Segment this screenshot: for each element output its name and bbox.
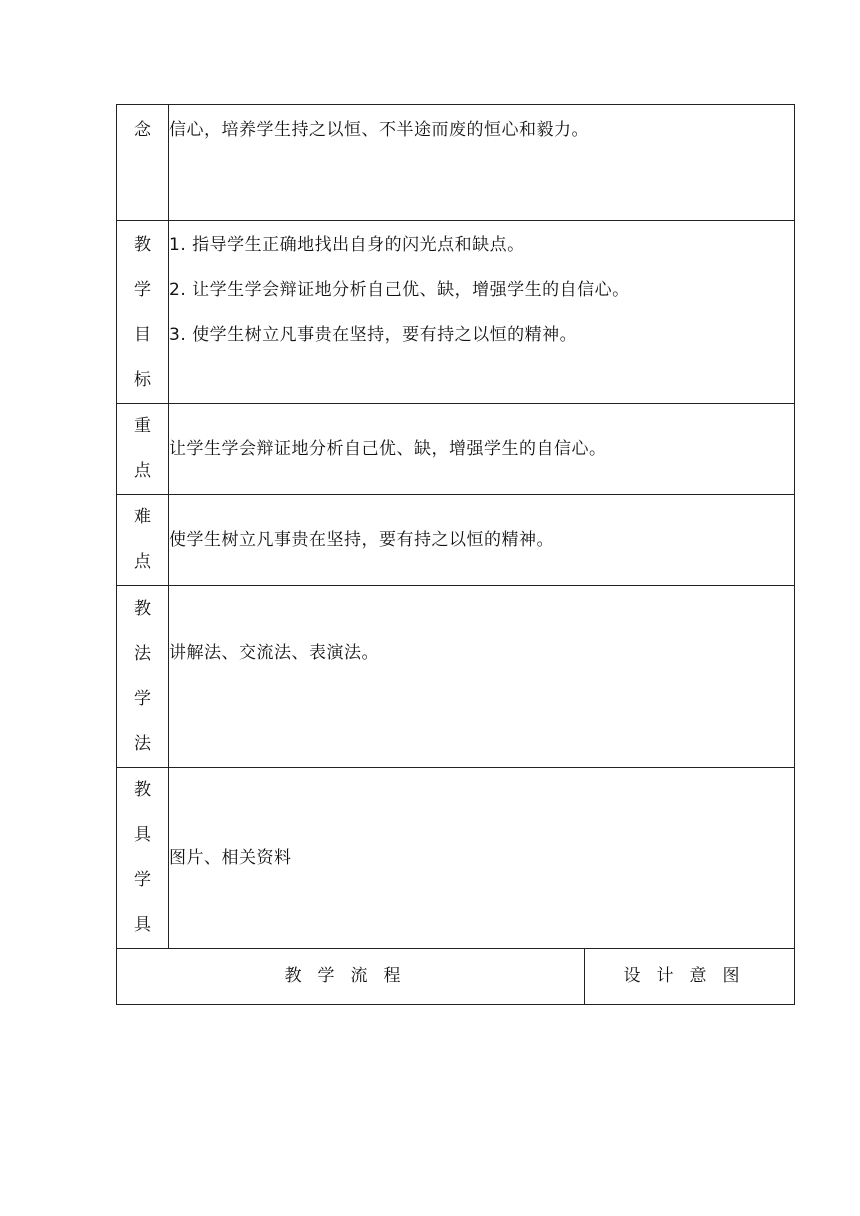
row-content (169, 105, 795, 221)
label-char: 法 (134, 734, 151, 754)
label-char: 难 (134, 507, 151, 527)
content-line: 讲解法、交流法、表演法。 (169, 643, 379, 663)
content-line: 图片、相关资料 (169, 848, 292, 868)
row-label (117, 105, 169, 221)
teaching-process-header: 教学流程 (117, 949, 585, 1005)
label-char: 重 (134, 416, 151, 436)
label-char: 教 (134, 599, 151, 619)
row-content (169, 586, 795, 768)
row-label (117, 221, 169, 404)
label-char: 点 (134, 552, 151, 572)
row-content (169, 495, 795, 586)
label-char: 学 (134, 280, 151, 300)
goal-line-3: 3. 使学生树立凡事贵在坚持，要有持之以恒的精神。 (169, 325, 578, 345)
row-teaching-goals (117, 221, 795, 404)
label-char: 学 (134, 689, 151, 709)
row-footer (117, 949, 795, 1005)
row-difficult-point (117, 495, 795, 586)
row-teaching-methods (117, 586, 795, 768)
row-label (117, 404, 169, 495)
row-content (169, 768, 795, 949)
content-line: 使学生树立凡事贵在坚持，要有持之以恒的精神。 (169, 529, 554, 550)
row-label (117, 495, 169, 586)
row-concept (117, 105, 795, 221)
design-intent-header: 设计意图 (585, 949, 795, 1005)
label-char: 教 (134, 780, 151, 800)
label-char: 教 (134, 235, 151, 255)
label-char: 点 (134, 461, 151, 481)
label-char: 学 (134, 870, 151, 890)
label-char: 念 (134, 120, 151, 140)
lesson-plan-table (116, 104, 795, 1005)
label-char: 具 (134, 915, 151, 935)
label-char: 标 (134, 370, 151, 390)
content-line: 让学生学会辩证地分析自己优、缺，增强学生的自信心。 (169, 438, 607, 459)
label-char: 法 (134, 644, 151, 664)
goal-line-2: 2. 让学生学会辩证地分析自己优、缺，增强学生的自信心。 (169, 280, 630, 300)
goal-line-1: 1. 指导学生正确地找出自身的闪光点和缺点。 (169, 235, 525, 255)
label-char: 具 (134, 825, 151, 845)
row-content (169, 221, 795, 404)
row-label (117, 768, 169, 949)
content-line: 信心，培养学生持之以恒、不半途而废的恒心和毅力。 (169, 120, 589, 140)
lesson-plan-sheet (116, 104, 794, 1001)
label-char: 目 (134, 325, 151, 345)
row-label (117, 586, 169, 768)
row-content (169, 404, 795, 495)
row-teaching-aids (117, 768, 795, 949)
row-key-point (117, 404, 795, 495)
